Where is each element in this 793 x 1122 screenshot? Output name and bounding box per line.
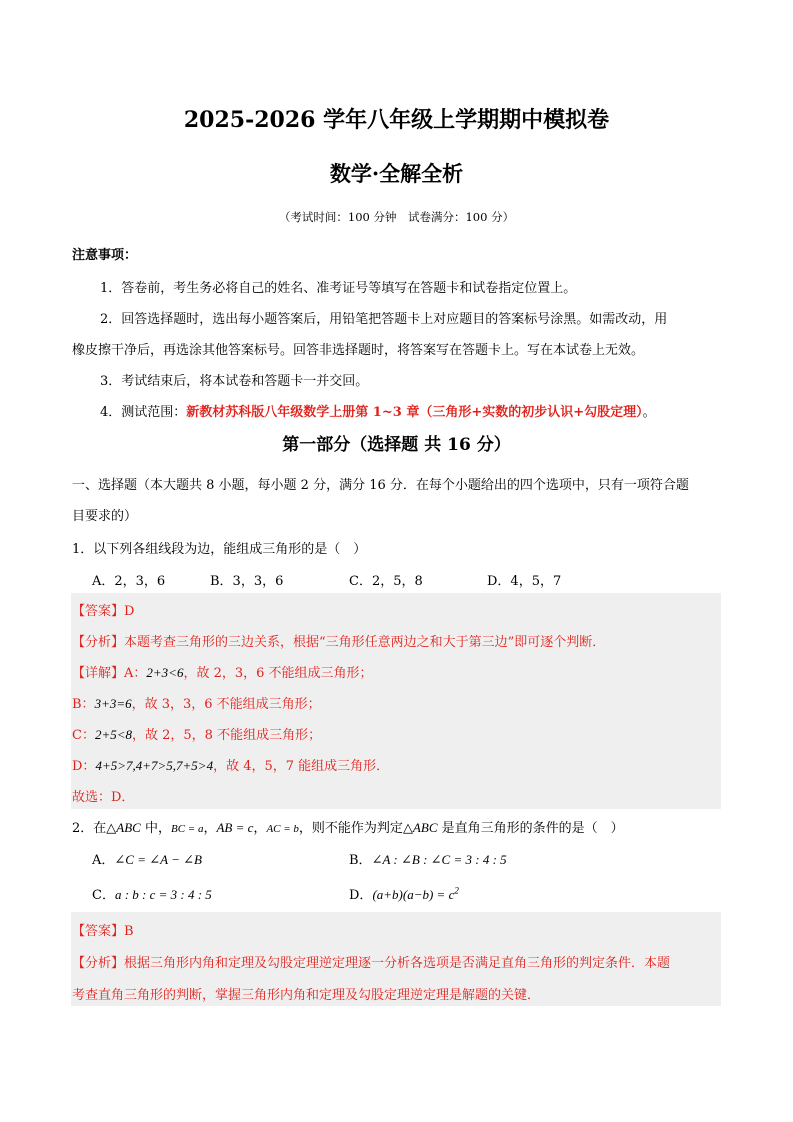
q2-stem	[72, 817, 624, 836]
note-item-4-prefix: 4．测试范围：	[100, 405, 187, 420]
q2-stem-part-5: ，则不能作为判定	[298, 821, 403, 836]
q1-detail-a-prefix: A：	[124, 666, 147, 681]
q1-detail-b-math: 3+3=6	[94, 696, 132, 711]
q2-stem-part-2: 中，	[140, 821, 171, 836]
q1-analysis: 【分析】本题考查三角形的三边关系，根据“三角形任意两边之和大于第三边”即可逐个判断．	[72, 635, 606, 650]
q2-stem-math-5: △ABC	[402, 820, 438, 835]
q2-option-d	[349, 884, 459, 903]
q1-detail-b-prefix: B：	[72, 697, 95, 712]
q1-option-b: B．3，3，6	[210, 574, 284, 589]
note-item-2-line-1: 2．回答选择题时，选出每小题答案后，用铅笔把答题卡上对应题目的答案标号涂黑。如需改动，用	[100, 312, 668, 327]
note-item-4	[100, 401, 656, 420]
page-title: 2025-2026 学年八年级上学期期中模拟卷	[183, 107, 610, 133]
q1-option-d: D．4，5，7	[487, 574, 562, 589]
q1-detail-d-text: ，故 4，5，7 能组成三角形．	[213, 759, 390, 774]
q2-stem-part-4: ，	[253, 821, 267, 836]
q2-stem-math-2: BC = a	[170, 823, 204, 835]
q1-detail-c	[72, 724, 321, 743]
note-item-4-scope: 新教材苏科版八年级数学上册第 1~3 章（三角形+实数的初步认识+勾股定理）	[186, 405, 643, 420]
q1-detail-d	[72, 755, 389, 774]
exam-info: （考试时间：100 分钟 试卷满分：100 分）	[278, 210, 515, 224]
q1-detail-d-prefix: D：	[72, 759, 96, 774]
q1-detail-c-prefix: C：	[72, 728, 95, 743]
q1-detail-a-math: 2+3<6	[146, 665, 184, 680]
q2-option-b	[349, 849, 507, 868]
note-item-3: 3．考试结束后，将本试卷和答题卡一并交回。	[100, 374, 369, 389]
section-intro-line-2: 目要求的）	[72, 509, 138, 524]
q1-detail-c-math: 2+5<8	[94, 727, 132, 742]
q2-option-b-label: B．	[349, 853, 372, 868]
q1-stem: 1．以下列各组线段为边，能组成三角形的是（ ）	[72, 542, 367, 557]
q1-detail-b	[72, 693, 321, 712]
q2-option-c-label: C．	[92, 888, 115, 903]
q2-stem-math-1: △ABC	[106, 820, 141, 835]
q2-option-c-math: a : b : c = 3 : 4 : 5	[114, 887, 212, 902]
notes-heading: 注意事项：	[72, 248, 138, 263]
q2-option-d-math: (a+b)(a−b) = c	[372, 887, 455, 902]
section-title: 第一部分（选择题 共 16 分）	[282, 435, 511, 455]
note-item-1: 1．答卷前，考生务必将自己的姓名、准考证号等填写在答题卡和试卷指定位置上。	[100, 281, 577, 296]
q2-stem-part-3: ，	[203, 821, 217, 836]
q2-option-b-math: ∠A : ∠B : ∠C = 3 : 4 : 5	[371, 852, 507, 867]
q2-analysis-line-1: 【分析】根据三角形内角和定理及勾股定理逆定理逐一分析各选项是否满足直角三角形的判定条件．本题	[72, 956, 671, 971]
q2-stem-part-6: 是直角三角形的条件的是（ ）	[437, 821, 624, 836]
q2-option-d-exponent: 2	[454, 885, 459, 896]
q2-analysis-line-2: 考查直角三角形的判断，掌握三角形内角和定理及勾股定理逆定理是解题的关键．	[72, 988, 541, 1003]
q1-option-a: A．2，3，6	[92, 574, 166, 589]
q2-option-a-math: ∠C = ∠A − ∠B	[114, 852, 202, 867]
q2-stem-math-4: AC = b	[266, 823, 299, 835]
q1-detail-b-text: ，故 3，3，6 不能组成三角形；	[131, 697, 321, 712]
q1-detail-c-text: ，故 2，5，8 不能组成三角形；	[132, 728, 322, 743]
q2-option-a	[92, 849, 202, 868]
q2-stem-part-1: 2．在	[72, 821, 107, 836]
q1-detail-a-text: ，故 2，3，6 不能组成三角形；	[183, 666, 373, 681]
q2-option-a-label: A．	[92, 853, 115, 868]
q2-stem-math-3: AB = c	[216, 820, 254, 835]
q1-answer: 【答案】D	[72, 604, 135, 619]
q1-conclusion: 故选：D．	[72, 790, 135, 805]
note-item-4-suffix: 。	[642, 405, 656, 420]
q1-detail-d-math: 4+5>7,4+7>5,7+5>4	[95, 758, 214, 773]
section-intro-line-1: 一、选择题（本大题共 8 小题，每小题 2 分，满分 16 分．在每个小题给出的四个选项中，只有一项符合题	[72, 478, 689, 493]
note-item-2-line-2: 橡皮擦干净后，再选涂其他答案标号。回答非选择题时，将答案写在答题卡上。写在本试卷上无效。	[72, 343, 645, 358]
q2-option-d-label: D．	[349, 888, 373, 903]
q1-detail-label: 【详解】	[72, 666, 125, 681]
q2-answer: 【答案】B	[72, 924, 134, 939]
q1-detail-a	[72, 662, 373, 681]
q2-option-c	[92, 884, 212, 903]
page-subtitle: 数学·全解全析	[329, 161, 464, 186]
q1-option-c: C．2，5，8	[349, 574, 423, 589]
